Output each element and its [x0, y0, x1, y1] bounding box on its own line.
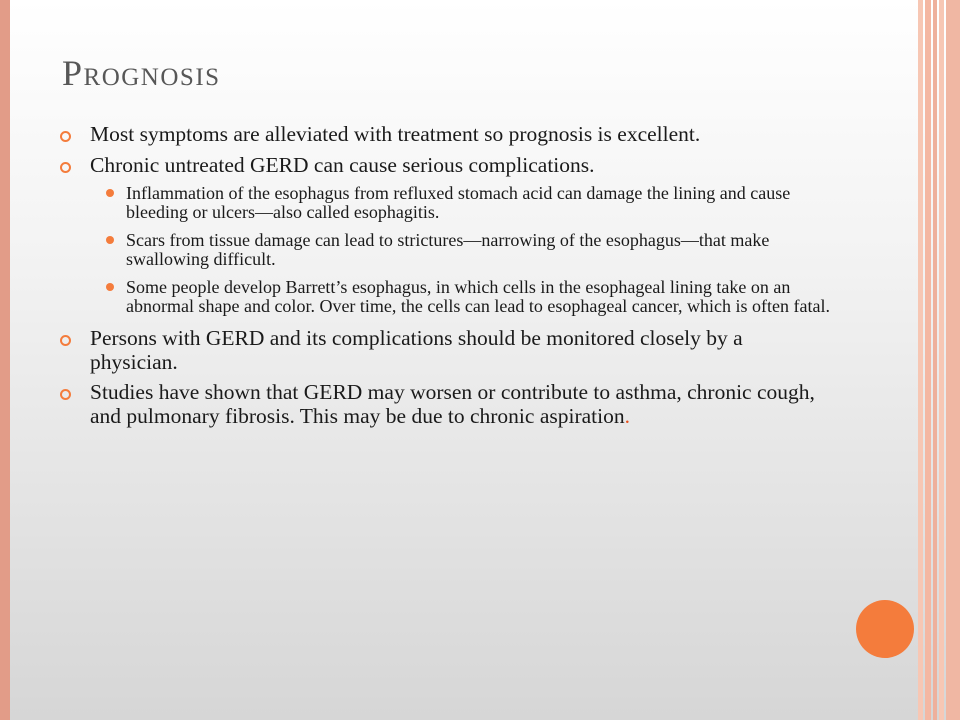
decorative-orange-circle — [856, 600, 914, 658]
bullet-ring-icon — [60, 162, 71, 173]
bullet-item — [60, 122, 830, 146]
right-stripe — [946, 0, 960, 720]
bullet-item — [60, 153, 830, 177]
left-border-rule — [0, 0, 10, 720]
right-stripe — [933, 0, 937, 720]
bullet-item — [60, 326, 830, 374]
sub-bullet-item — [60, 231, 830, 269]
sub-bullet-item — [60, 184, 830, 222]
bullet-dot-icon — [106, 189, 114, 197]
slide-content — [60, 122, 830, 428]
sub-bullet-text: Some people develop Barrett’s esophagus, in which cells in the esophageal lining take on an abnormal shape and color. Over time, the cells can lead to esophageal cancer, which is often fatal. — [126, 277, 830, 316]
sub-bullet-text: Scars from tissue damage can lead to strictures—narrowing of the esophagus—that make swallowing difficult. — [126, 230, 770, 269]
bullet-ring-icon — [60, 389, 71, 400]
right-stripe — [918, 0, 923, 720]
bullet-text: Persons with GERD and its complications should be monitored closely by a physician. — [90, 326, 743, 374]
bullet-dot-icon — [106, 283, 114, 291]
bullet-ring-icon — [60, 335, 71, 346]
bullet-trailing-period: . — [624, 404, 630, 428]
right-stripe — [925, 0, 931, 720]
bullet-text: Most symptoms are alleviated with treatment so prognosis is excellent. — [90, 122, 701, 146]
bullet-ring-icon — [60, 131, 71, 142]
bullet-dot-icon — [106, 236, 114, 244]
sub-bullet-item — [60, 278, 830, 316]
bullet-item — [60, 380, 830, 428]
bullet-text: Studies have shown that GERD may worsen or contribute to asthma, chronic cough, and pulmonary fibrosis. This may be due to chronic aspiration — [90, 380, 815, 428]
right-stripe — [939, 0, 944, 720]
sub-bullet-text: Inflammation of the esophagus from refluxed stomach acid can damage the lining and cause bleeding or ulcers—also called esophagitis. — [126, 183, 791, 222]
slide-title: Prognosis — [62, 53, 221, 93]
bullet-text: Chronic untreated GERD can cause serious complications. — [90, 153, 595, 177]
